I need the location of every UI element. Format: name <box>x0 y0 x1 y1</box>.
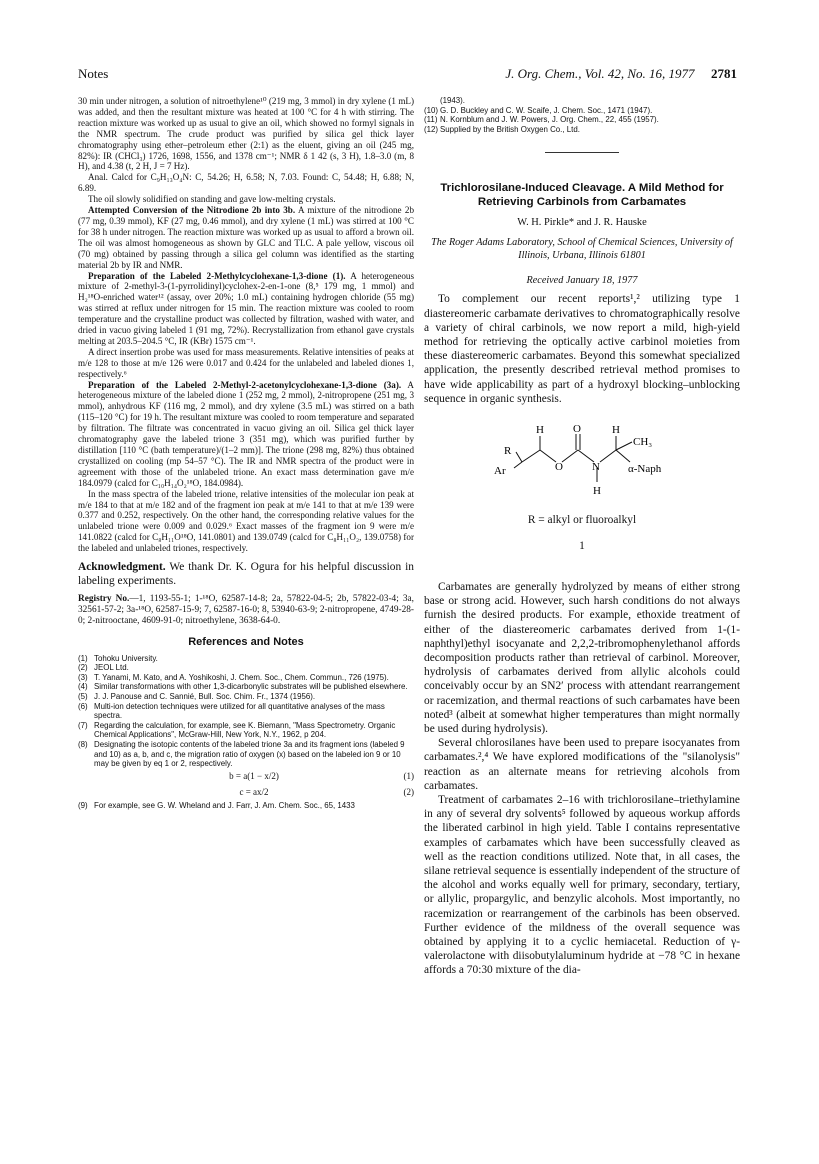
paragraph <box>78 205 414 270</box>
ref-text: Multi-ion detection techniques were utilized for all quantitative analyses of the mass spectra. <box>94 701 385 721</box>
struct-label-naph: α-Naph <box>628 463 662 475</box>
paragraph <box>78 271 414 347</box>
ref-text: Tohoku University. <box>94 653 158 663</box>
equation-number: (1) <box>403 771 414 781</box>
paragraph: To complement our recent reports¹,² utilizing type 1 diastereomeric carbamate derivatives to chromatographically resolve a variety of chiral carbinols, we now report a mild, high-yield method for retrieving the optically active carbinol moieties from these diastereomeric carbamates. Beyond this somewhat specialized application, the presently described retrieval method promises to have wide applicability as part of a hydroxyl blocking–unblocking sequence in organic synthesis. <box>424 293 740 405</box>
structure-bonds <box>514 434 632 482</box>
page-number: 2781 <box>711 66 737 81</box>
ref-number: (12) <box>424 124 439 134</box>
ref-text: (1943). <box>440 96 466 105</box>
carbamate-structure-diagram <box>482 412 682 512</box>
ref-text: Designating the isotopic contents of the labeled trione 3a and its fragment ions (labeled 9 and 10) as a, b, and c, the migration ratio of oxygen (x) based on the labeled ion 9 or 10 may be given by eq 1 or 2, respectively. <box>94 740 405 769</box>
paragraph: Treatment of carbamates 2–16 with trichlorosilane–triethylamine in any of several dry solvents⁵ followed by aqueous workup affords the liberated carbinol in high yield. Table I contains representative examples of carbamates which have been successfully cleaved as well as the reaction conditions utilized. Note that, in all cases, the silane retrieval sequence is essentially independent of the structure of the alcohol and works equally well for primary, secondary, tertiary, or allylic, propargylic, and benzylic alcohols. Most importantly, no racemization or rearrangement of the carbinols has been observed. Further evidence of the mildness of the overall sequence was obtained by applying it to a cyclic hemiacetal. Reduction of γ-valerolactone with diisobutylaluminum hydride at −78 °C in hexane affords a 70:30 mixture of the dia- <box>424 794 740 977</box>
reference-item <box>78 663 414 673</box>
reference-item <box>78 721 414 740</box>
section-divider <box>545 152 619 153</box>
equation-text: b = a(1 − x/2) <box>229 771 279 781</box>
struct-label-r: R <box>504 445 512 457</box>
reference-item <box>424 106 740 116</box>
equation-2 <box>78 785 414 801</box>
ref-number: (7) <box>78 720 88 730</box>
reference-item <box>78 801 414 811</box>
ref-number: (11) <box>424 115 438 125</box>
article-title: Trichlorosilane-Induced Cleavage. A Mild Method for Retrieving Carbinols from Carbamates <box>440 182 724 209</box>
reference-item <box>424 96 740 106</box>
references-continued <box>424 96 740 134</box>
section-heading: Attempted Conversion of the Nitrodione 2b into 3b. <box>88 205 296 216</box>
ref-number: (8) <box>78 740 88 750</box>
ref-number: (3) <box>78 672 88 682</box>
journal-header <box>505 66 737 82</box>
left-column <box>78 96 414 810</box>
registry-heading: Registry No. <box>78 594 130 605</box>
paragraph: A direct insertion probe was used for mass measurements. Relative intensities of peaks at m/e 128 to those at m/e 126 were 0.017 and 0.424 for the unlabeled and labeled diones 1, respectively.⁶ <box>78 346 414 379</box>
ref-text: T. Yanami, M. Kato, and A. Yoshikoshi, J. Chem. Soc., Chem. Commun., 726 (1975). <box>94 672 389 682</box>
ref-text: JEOL Ltd. <box>94 663 129 673</box>
experimental-text <box>78 96 414 554</box>
compound-number: 1 <box>579 540 585 552</box>
equation-number: (2) <box>403 787 414 797</box>
struct-label-nh: H <box>593 485 601 497</box>
paragraph: In the mass spectra of the labeled trione, relative intensities of the molecular ion peak at m/e 184 to that at m/e 182 and of the fragment ion peak at m/e 141 to that at m/e 139 were 0.377 and 0.252, respectively. On the other hand, the corresponding relative values for the unlabeled trione were 0.009 and 0.029.⁶ Exact masses of the fragment ion 9 were m/e 141.0822 (calcd for C₈H₁₁O¹⁸O, 141.0801) and 139.0749 (calcd for C₈H₁₁O₂, 139.0758) for the labeled and unlabeled triones, respectively. <box>78 488 414 554</box>
article-authors: W. H. Pirkle* and J. R. Hauske <box>517 217 647 229</box>
section-body: A heterogeneous mixture of 2-methyl-3-(1-pyrrolidinyl)cyclohex-2-en-1-one (8,⁵ 179 mg, 1 mmol) and H₂¹⁸O-enriched water¹² (assay, over 20%; 1.0 mL) containing hydrogen chloride (55 mg) was stirred at reflux under nitrogen for 15 min. The reaction mixture was cooled to room temperature and the crystalline product was collected by filtration, washed with water, and dried in vacuo giving labeled 1 (91 mg, 72%). Recrystallization from ethanol gave crystals melting at 203.5–204.5 °C, IR (KBr) 1575 cm⁻¹. <box>78 270 414 346</box>
registry-body: —1, 1193-55-1; 1-¹⁸O, 62587-14-8; 2a, 57822-04-5; 2b, 57822-03-4; 3a, 32561-57-2; 3a-¹⁸O, 62587-15-9; 7, 62587-16-0; 8, 53940-63-9; 2-nitropropene, 4749-28-0; 2-nitrooctane, 4609-91-0; nitroethylene, 3638-64-0. <box>78 594 414 627</box>
journal-name: J. Org. Chem., <box>505 66 582 81</box>
references-title: References and Notes <box>188 635 304 648</box>
paragraph: The oil slowly solidified on standing and gave low-melting crystals. <box>88 194 336 205</box>
article-affiliation: The Roger Adams Laboratory, School of Chemical Sciences, University of Illinois, Urbana, Illinois 61801 <box>431 237 733 261</box>
paragraph <box>78 380 414 489</box>
struct-label-h: H <box>536 424 544 436</box>
ref-number: (9) <box>78 800 88 810</box>
reference-item <box>78 740 414 769</box>
structure-caption: R = alkyl or fluoroalkyl <box>527 514 637 526</box>
struct-label-h: H <box>612 424 620 436</box>
struct-label-n: N <box>592 461 600 473</box>
ref-text: For example, see G. W. Wheland and J. Farr, J. Am. Chem. Soc., 65, 1433 <box>94 800 355 810</box>
reference-item <box>78 654 414 664</box>
struct-label-ch3: CH₃ <box>633 436 653 448</box>
registry-numbers <box>78 594 414 628</box>
ref-number: (5) <box>78 692 88 702</box>
article-body <box>424 292 740 406</box>
received-date: Received January 18, 1977 <box>526 275 638 287</box>
section-header: Notes <box>78 66 109 81</box>
ref-number: (10) <box>424 105 439 115</box>
references-list <box>78 654 414 811</box>
ref-number: (6) <box>78 701 88 711</box>
ref-number: (2) <box>78 663 88 673</box>
reference-item <box>78 682 414 692</box>
reference-item <box>78 702 414 721</box>
ref-text: Regarding the calculation, for example, see K. Biemann, "Mass Spectrometry. Organic Chemical Applications", McGraw-Hill, New York, N.Y., 1962, p 204. <box>94 720 396 740</box>
ref-text: N. Kornblum and J. W. Powers, J. Org. Chem., 22, 455 (1957). <box>440 115 659 125</box>
struct-label-ar: Ar <box>494 465 506 477</box>
ref-text: Supplied by the British Oxygen Co., Ltd. <box>440 124 580 134</box>
paragraph: Several chlorosilanes have been used to prepare isocyanates from carbamates.²,⁴ We have explored modifications of the "silanolysis" reaction as an alternate means for retrieving alcohols from carbamates. <box>424 737 740 792</box>
reference-item <box>78 692 414 702</box>
ref-number: (1) <box>78 653 88 663</box>
ack-heading: Acknowledgment. <box>78 561 166 574</box>
ack-body: We thank Dr. K. Ogura for his helpful discussion in labeling experiments. <box>78 561 414 588</box>
section-body: A mixture of the nitrodione 2b (77 mg, 0.39 mmol), KF (27 mg, 0.46 mmol), and dry xylene (1 mL) was stirred at 100 °C for 38 h under nitrogen. The reaction mixture was worked up as usual to afford a brown oil. The oil was almost homogeneous as shown by GLC and TLC. A pale yellow, viscous oil (70 mg) obtained by passing through a silica gel column was identified as the starting material 2b by IR and NMR. <box>78 205 414 270</box>
journal-volume: Vol. 42, No. 16, 1977 <box>584 66 695 81</box>
reference-item <box>424 125 740 135</box>
section-body: A heterogeneous mixture of the labeled dione 1 (252 mg, 2 mmol), 2-nitropropene (251 mg, 3 mmol), anhydrous KF (116 mg, 2 mmol), and dry xylene (3.5 mL) was stirred on a bath (115–120 °C) for 19 h. The resultant mixture was cooled to room temperature and separated by filtration. The filtrate was concentrated in vacuo giving an oil. Silica gel thick layer chromatography gave the labeled trione 3 (351 mg), which was purified further by distillation [110 °C (bath temperature)/(1–2 mm)]. The trione (298 mg, 82%) thus obtained crystallized on cooling (mp 54–57 °C). The IR and NMR spectra of the product were in agreement with those of the unlabeled trione. An exact mass determination gave m/e 184.0979 (calcd for C₁₀H₁₄O₂¹⁸O, 184.0984). <box>78 379 415 488</box>
equation-text: c = ax/2 <box>239 787 269 797</box>
right-column <box>424 96 740 978</box>
ref-text: G. D. Buckley and C. W. Scaife, J. Chem. Soc., 1471 (1947). <box>440 105 653 115</box>
struct-label-ester-o: O <box>555 461 563 473</box>
paragraph: Anal. Calcd for C₉H₁₃O₄N: C, 54.26; H, 6.58; N, 7.03. Found: C, 54.48; H, 6.88; N, 6.89. <box>78 172 414 194</box>
reference-item <box>424 115 740 125</box>
equation-1 <box>78 769 414 785</box>
section-heading: Preparation of the Labeled 2-Methylcyclohexane-1,3-dione (1). <box>88 270 346 281</box>
ref-text: J. J. Panouse and C. Sannié, Bull. Soc. Chim. Fr., 1374 (1956). <box>94 692 316 702</box>
acknowledgment <box>78 560 414 588</box>
struct-label-carbonyl-o: O <box>573 423 581 435</box>
paragraph: 30 min under nitrogen, a solution of nitroethylene¹⁰ (219 mg, 3 mmol) in dry xylene (1 mL) was added, and then the resultant mixture was heated at 100 °C for 4 h with stirring. The reaction mixture was worked up as usual to give an oil, which showed no formyl signals in the NMR spectrum. The crude product was purified by silica gel thick layer chromatography using ether–petroleum ether (2:1) as the eluent, giving an oil (245 mg, 82%): IR (CHCl₃) 1726, 1698, 1556, and 1378 cm⁻¹; NMR δ 1 42 (s, 3 H), 1.8–3.0 (m, 8 H), and 4.38 (t, 2 H, J = 7 Hz). <box>78 96 414 172</box>
ref-text: Similar transformations with other 1,3-dicarbonylic substrates will be published elsewhere. <box>94 682 408 692</box>
paragraph: Carbamates are generally hydrolyzed by means of either strong base or strong acid. However, such harsh conditions do not always furnish the desired products. For example, ethoxide treatment of either of the diastereomeric carbamates derived from 1-(1-naphthyl)ethyl isocyanate and 2,2,2-tribromophenylethanol affords decomposition products rather than retrieval of carbinol. Moreover, hydrolysis of carbamates derived from allylic alcohols could conceivably occur by an SN2′ process with attendant rearrangement or racemization, and thermal reactions of such carbamates have been noted³ (albeit at somewhat higher temperatures than might normally be used during hydrolysis). <box>424 581 740 736</box>
reference-item <box>78 673 414 683</box>
ref-number <box>424 96 440 106</box>
ref-number: (4) <box>78 682 88 692</box>
section-heading: Preparation of the Labeled 2-Methyl-2-acetonylcyclohexane-1,3-dione (3a). <box>88 379 402 390</box>
article-body-continued <box>424 580 740 978</box>
